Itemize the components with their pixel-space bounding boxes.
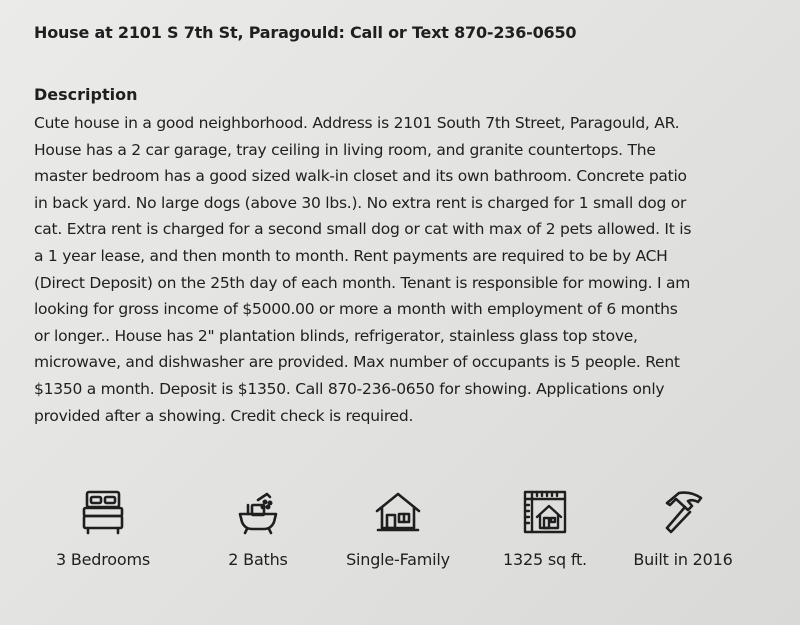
description-line: provided after a showing. Credit check is required. [34, 406, 414, 425]
description-line: $1350 a month. Deposit is $1350. Call 870-236-0650 for showing. Applications only [34, 379, 665, 398]
bathtub-icon [183, 488, 333, 536]
floor-plan-icon [470, 488, 620, 536]
description-line: in back yard. No large dogs (above 30 lbs.). No extra rent is charged for 1 small dog or [34, 193, 687, 212]
feature-label: Built in 2016 [633, 550, 733, 569]
listing-title: House at 2101 S 7th St, Paragould: Call or Text 870-236-0650 [34, 23, 577, 42]
feature-bedrooms [28, 488, 178, 569]
description-line: or longer.. House has 2" plantation blinds, refrigerator, stainless glass top stove, [34, 326, 638, 345]
feature-label: 3 Bedrooms [56, 550, 150, 569]
hammer-icon [608, 488, 758, 536]
description-line: Cute house in a good neighborhood. Address is 2101 South 7th Street, Paragould, AR. [34, 114, 680, 132]
feature-label: 2 Baths [228, 550, 288, 569]
feature-label: Single-Family [346, 550, 450, 569]
feature-baths [183, 488, 333, 569]
bed-icon [28, 488, 178, 536]
description-line: House has a 2 car garage, tray ceiling in living room, and granite countertops. The [34, 140, 656, 159]
description-line: microwave, and dishwasher are provided. Max number of occupants is 5 people. Rent [34, 353, 680, 372]
description-line: cat. Extra rent is charged for a second small dog or cat with max of 2 pets allowed. It is [34, 220, 692, 239]
description-line: looking for gross income of $5000.00 or more a month with employment of 6 months [34, 300, 678, 319]
feature-year-built [608, 488, 758, 569]
description-line: a 1 year lease, and then month to month. Rent payments are required to be by ACH [34, 246, 668, 265]
house-icon [323, 488, 473, 536]
description-heading: Description [34, 85, 138, 104]
description-line: (Direct Deposit) on the 25th day of each month. Tenant is responsible for mowing. I am [34, 273, 691, 292]
feature-row [28, 488, 788, 598]
description-line: master bedroom has a good sized walk-in closet and its own bathroom. Concrete patio [34, 167, 687, 186]
feature-square-feet [470, 488, 620, 569]
feature-label: 1325 sq ft. [503, 550, 587, 569]
feature-home-type [323, 488, 473, 569]
description-text [34, 110, 774, 429]
